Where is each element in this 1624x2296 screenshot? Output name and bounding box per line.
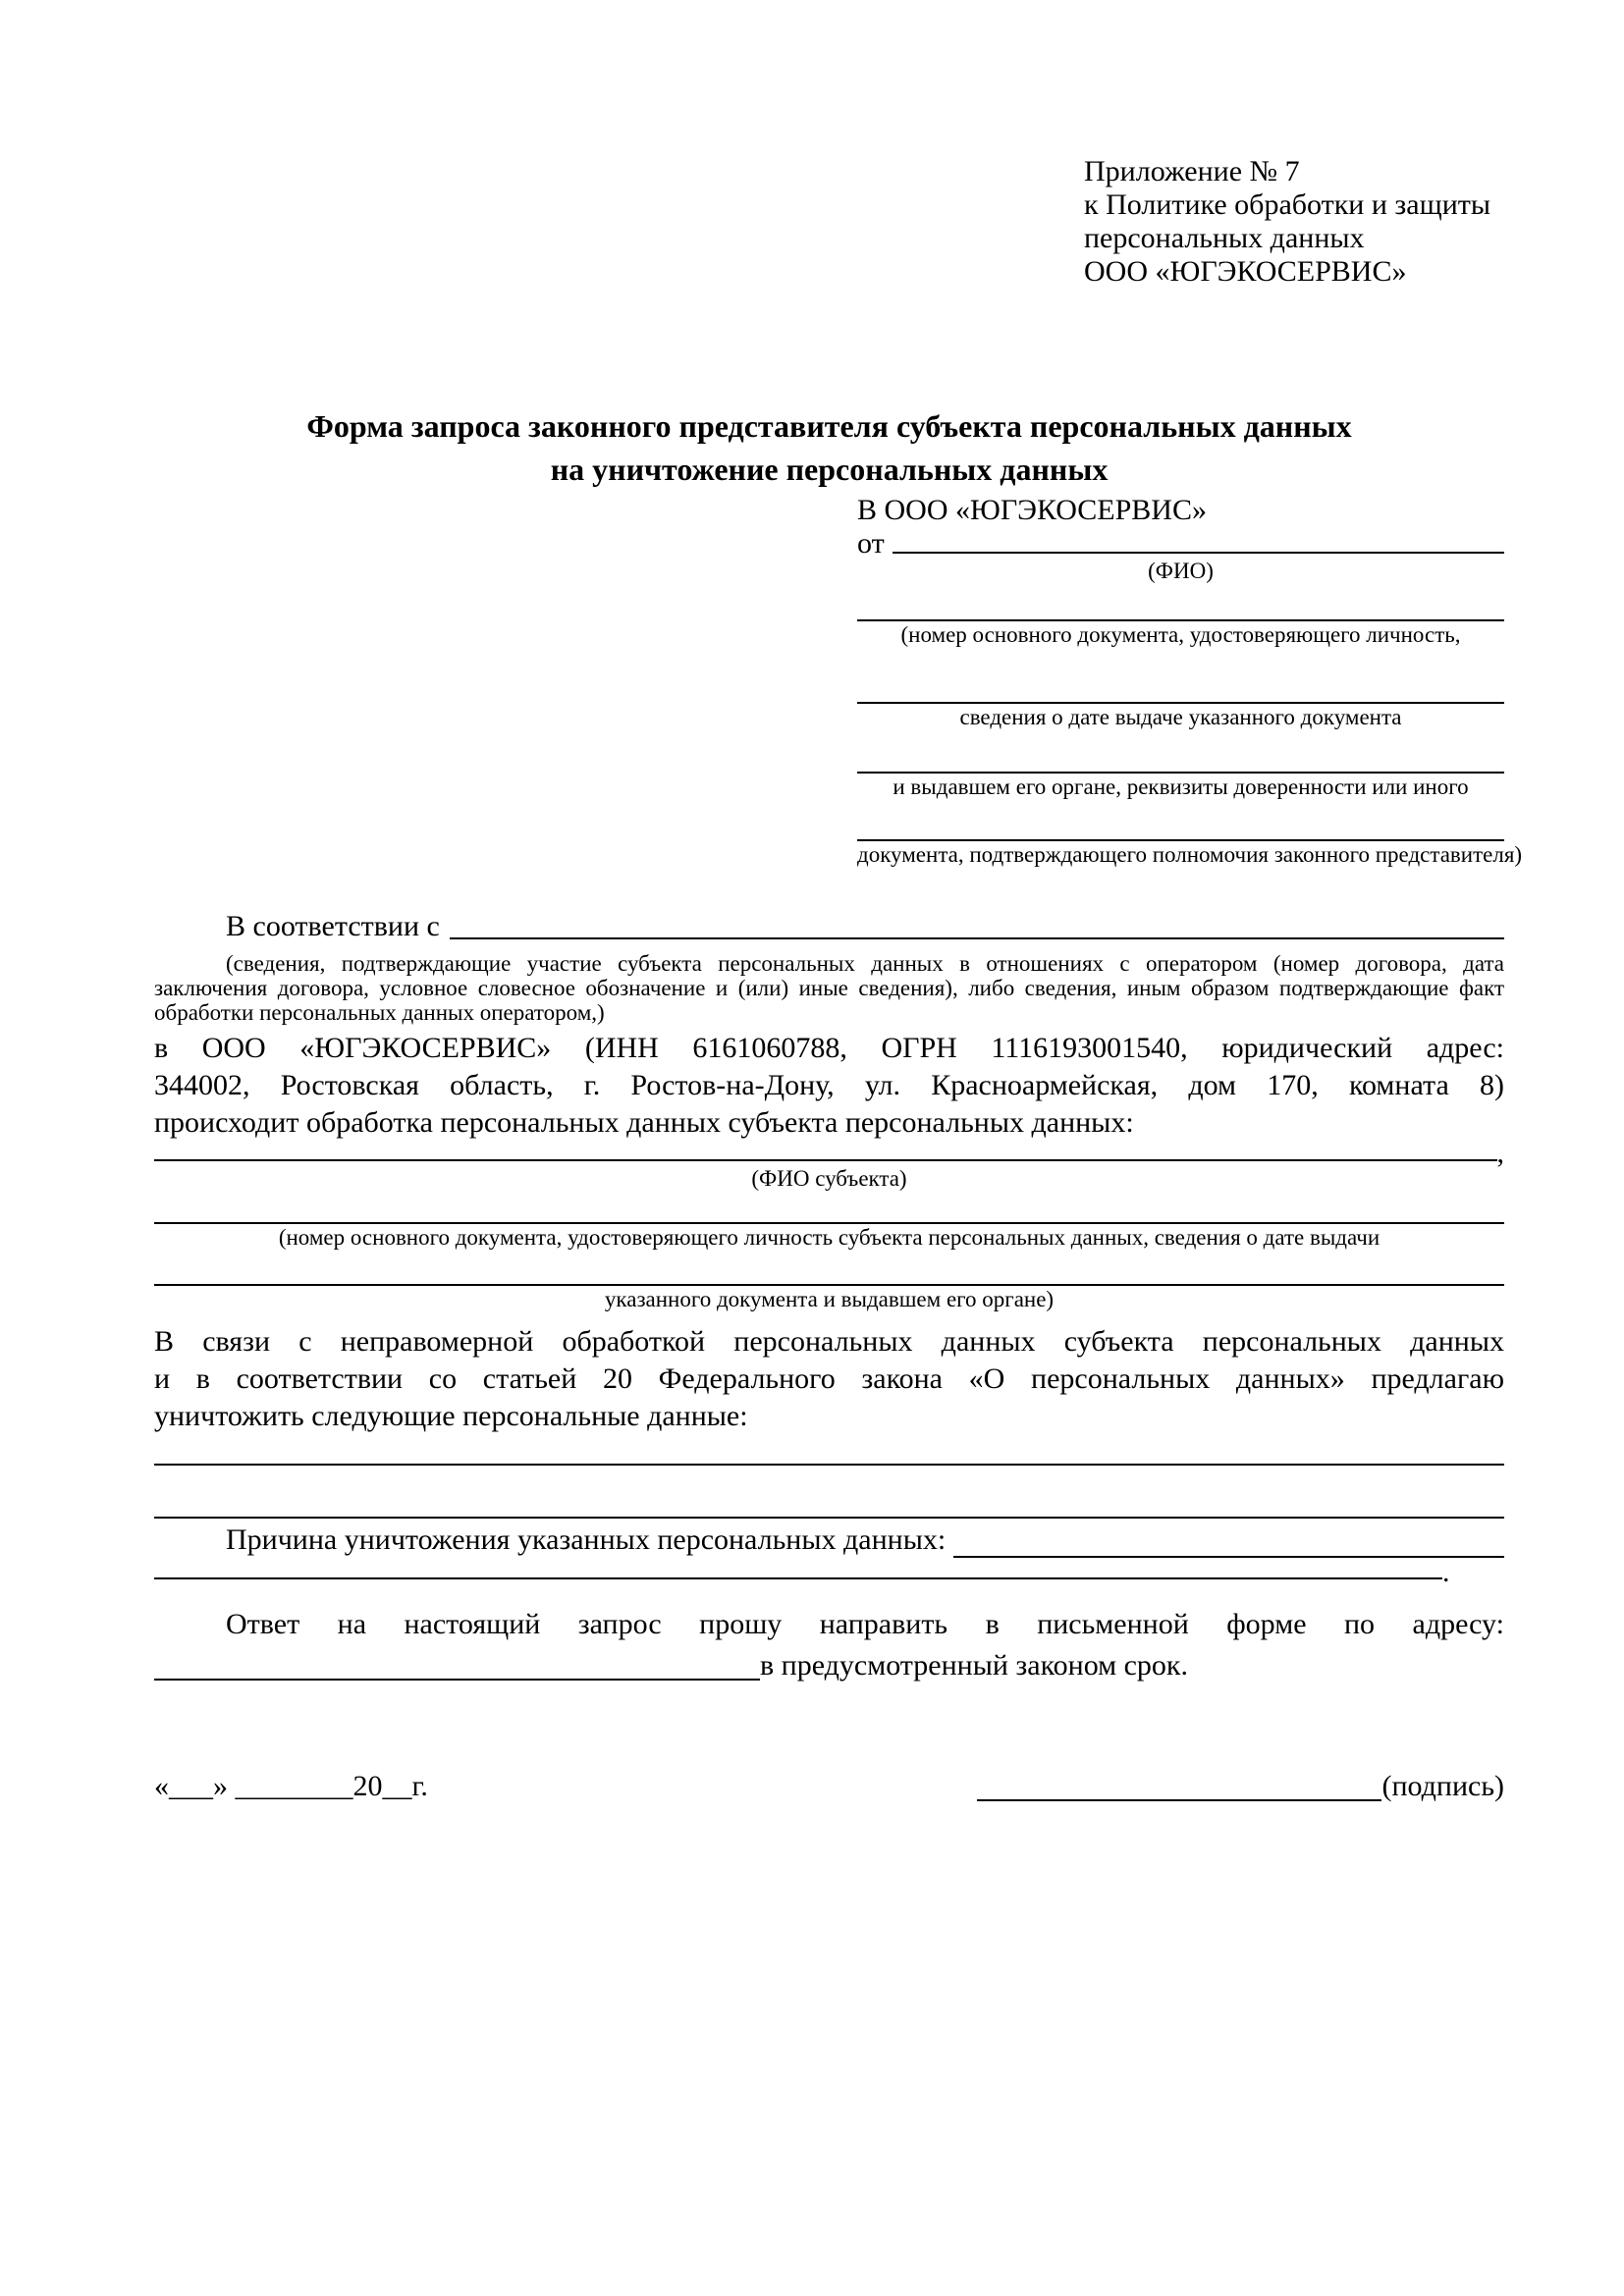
address-blank-line — [154, 1679, 760, 1681]
operator-paragraph-line: в ООО «ЮГЭКОСЕРВИС» (ИНН 6161060788, ОГРН 1116193001540, юридический адрес: — [154, 1032, 1504, 1064]
accordance-lead: В соответствии с — [226, 910, 440, 942]
subject-fio-row — [154, 1137, 1504, 1169]
operator-paragraph-line: происходит обработка персональных данных субъекта персональных данных: — [154, 1106, 1134, 1139]
form-title — [154, 404, 1504, 491]
appendix-header — [1084, 155, 1504, 289]
document-blank-line — [857, 731, 1504, 774]
operator-paragraph-line: 344002, Ростовская область, г. Ростов-на-Дону, ул. Красноармейская, дом 170, комната 8) — [154, 1069, 1504, 1101]
trailing-period: . — [1442, 1556, 1450, 1588]
document-blank-line — [154, 1577, 1442, 1579]
accordance-caption-line: (сведения, подтверждающие участие субъекта персональных данных в отношениях с оператором (номер договора, дата — [226, 951, 1504, 976]
document-blank-line — [154, 1193, 1504, 1224]
trailing-comma: , — [1496, 1137, 1504, 1169]
document-blank-line — [857, 585, 1504, 621]
operator-paragraph — [154, 1030, 1504, 1142]
appendix-line: персональных данных — [1084, 222, 1365, 254]
term-text: в предусмотренный законом срок. — [760, 1649, 1188, 1682]
field-caption-doc: документа, подтверждающего полномочия законного представителя) — [857, 842, 1523, 867]
document-blank-line — [857, 801, 1504, 841]
term-row — [154, 1647, 1504, 1684]
document-blank-line — [857, 649, 1504, 704]
document-blank-line — [154, 1252, 1504, 1286]
signature-blank-line — [977, 1799, 1381, 1801]
appendix-line: Приложение № 7 — [1084, 155, 1300, 187]
accordance-caption — [154, 951, 1504, 1025]
signature-caption: (подпись) — [1381, 1770, 1504, 1802]
reason-lead: Причина уничтожения указанных персональных данных: — [226, 1523, 947, 1556]
request-paragraph-line: и в соответствии со статьей 20 Федерального закона «О персональных данных» предлагаю — [154, 1362, 1504, 1395]
date-field: «___» ________20__г. — [154, 1770, 428, 1802]
fio-blank-line — [893, 552, 1504, 554]
request-paragraph-line: уничтожить следующие персональные данные: — [154, 1400, 748, 1432]
form-title-line: Форма запроса законного представителя субъекта персональных данных — [306, 408, 1352, 444]
signature-group — [977, 1768, 1504, 1805]
signature-row — [154, 1768, 1504, 1805]
reason-continuation-row — [154, 1556, 1504, 1588]
subject-caption-doc: указанного документа и выдавшем его органе) — [604, 1287, 1055, 1311]
accordance-blank-line — [450, 937, 1504, 939]
document-blank-line — [154, 1466, 1504, 1519]
reason-blank-line — [953, 1556, 1504, 1558]
accordance-row — [154, 910, 1504, 943]
from-label: от — [857, 527, 885, 560]
answer-paragraph — [154, 1606, 1504, 1643]
addressee-to: В ООО «ЮГЭКОСЕРВИС» — [857, 494, 1207, 526]
field-caption-doc: (номер основного документа, удостоверяющего личность, — [900, 622, 1461, 647]
form-title-line: на уничтожение персональных данных — [550, 452, 1109, 487]
subject-fio-blank-line — [154, 1159, 1497, 1161]
subject-caption-fio: (ФИО субъекта) — [751, 1166, 907, 1191]
request-paragraph-line: В связи с неправомерной обработкой персональных данных субъекта персональных данных — [154, 1325, 1504, 1358]
field-caption-fio: (ФИО) — [1148, 559, 1214, 583]
document-blank-line — [154, 1435, 1504, 1466]
subject-caption-doc: (номер основного документа, удостоверяющего личность субъекта персональных данных, сведения о дате выдачи — [278, 1225, 1380, 1250]
answer-paragraph-text: Ответ на настоящий запрос прошу направить в письменной форме по адресу: — [226, 1608, 1504, 1640]
accordance-caption-line: обработки персональных данных оператором,) — [154, 1000, 605, 1025]
request-paragraph — [154, 1323, 1504, 1435]
from-row — [857, 527, 1504, 560]
addressee-block — [857, 491, 1523, 869]
appendix-line: ООО «ЮГЭКОСЕРВИС» — [1084, 255, 1407, 288]
reason-row — [154, 1519, 1504, 1562]
field-caption-doc: и выдавшем его органе, реквизиты доверенности или иного — [893, 774, 1469, 799]
appendix-line: к Политике обработки и защиты — [1084, 188, 1491, 221]
field-caption-doc: сведения о дате выдаче указанного документа — [959, 705, 1402, 729]
accordance-caption-line: заключения договора, условное словесное обозначение и (или) иные сведения), либо сведения, иным образом подтверждающие факт — [154, 976, 1504, 1000]
